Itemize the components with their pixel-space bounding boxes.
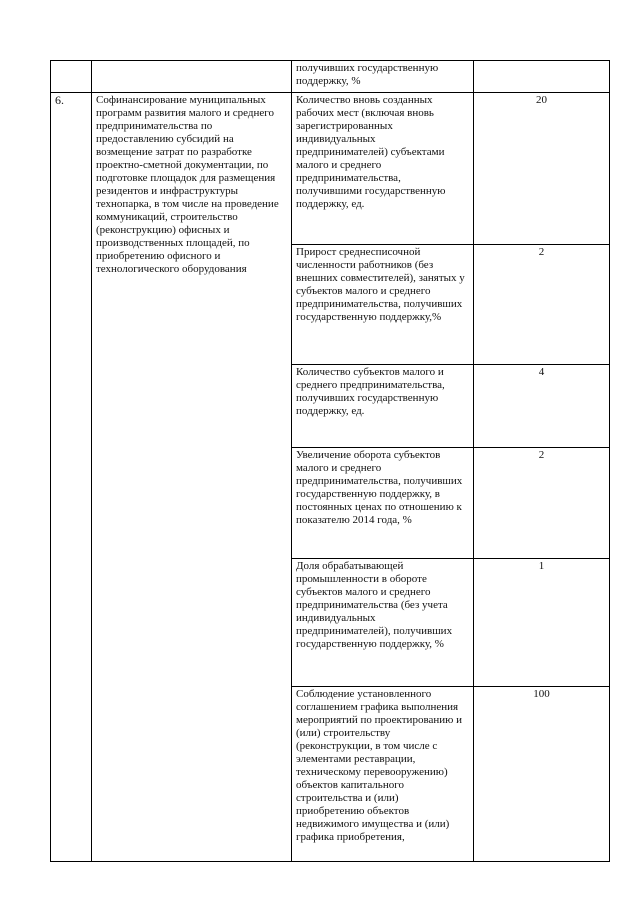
table-row-continued [51, 61, 610, 93]
empty-number-cell [51, 61, 92, 93]
indicator-cell: Соблюдение установленного соглашением графика выполнения мероприятий по проектированию и (или) строительству (реконструкции, в том числе с элементами реставрации, техническому перевооружению) объектов капитального строительства и (или) приобретению объектов недвижимого имущества и (или) графика приобретения, [292, 687, 474, 862]
empty-event-cell [92, 61, 292, 93]
event-name-cell: Софинансирование муниципальных программ развития малого и среднего предпринимательства по предоставлению субсидий на возмещение затрат по разработке проектно-сметной документации, по подготовке площадок для размещения резидентов и инфраструктуры технопарка, в том числе на проведение коммуникаций, строительство (реконструкцию) офисных и производственных площадей, по приобретению офисного и технологического оборудования [92, 93, 292, 862]
value-cell: 4 [474, 365, 610, 448]
indicator-cell: Увеличение оборота субъектов малого и среднего предпринимательства, получивших государственную поддержку, в постоянных ценах по отношению к показателю 2014 года, % [292, 448, 474, 559]
indicator-cell-continued: получивших государственную поддержку, % [292, 61, 474, 93]
indicator-cell: Доля обрабатывающей промышленности в обороте субъектов малого и среднего предпринимательства (без учета индивидуальных предпринимателей), получивших государственную поддержку, % [292, 559, 474, 687]
value-cell: 20 [474, 93, 610, 245]
value-cell: 1 [474, 559, 610, 687]
indicators-table [50, 60, 610, 862]
indicator-cell: Количество вновь созданных рабочих мест (включая вновь зарегистрированных индивидуальных предпринимателей) субъектами малого и среднего предпринимательства, получившими государственную поддержку, ед. [292, 93, 474, 245]
row-number: 6. [51, 93, 92, 862]
value-cell: 100 [474, 687, 610, 862]
value-cell-continued [474, 61, 610, 93]
indicator-cell: Количество субъектов малого и среднего предпринимательства, получивших государственную поддержку, ед. [292, 365, 474, 448]
value-cell: 2 [474, 245, 610, 365]
table-row [51, 93, 610, 245]
indicator-cell: Прирост среднесписочной численности работников (без внешних совместителей), занятых у субъектов малого и среднего предпринимательства, получивших государственную поддержку,% [292, 245, 474, 365]
value-cell: 2 [474, 448, 610, 559]
